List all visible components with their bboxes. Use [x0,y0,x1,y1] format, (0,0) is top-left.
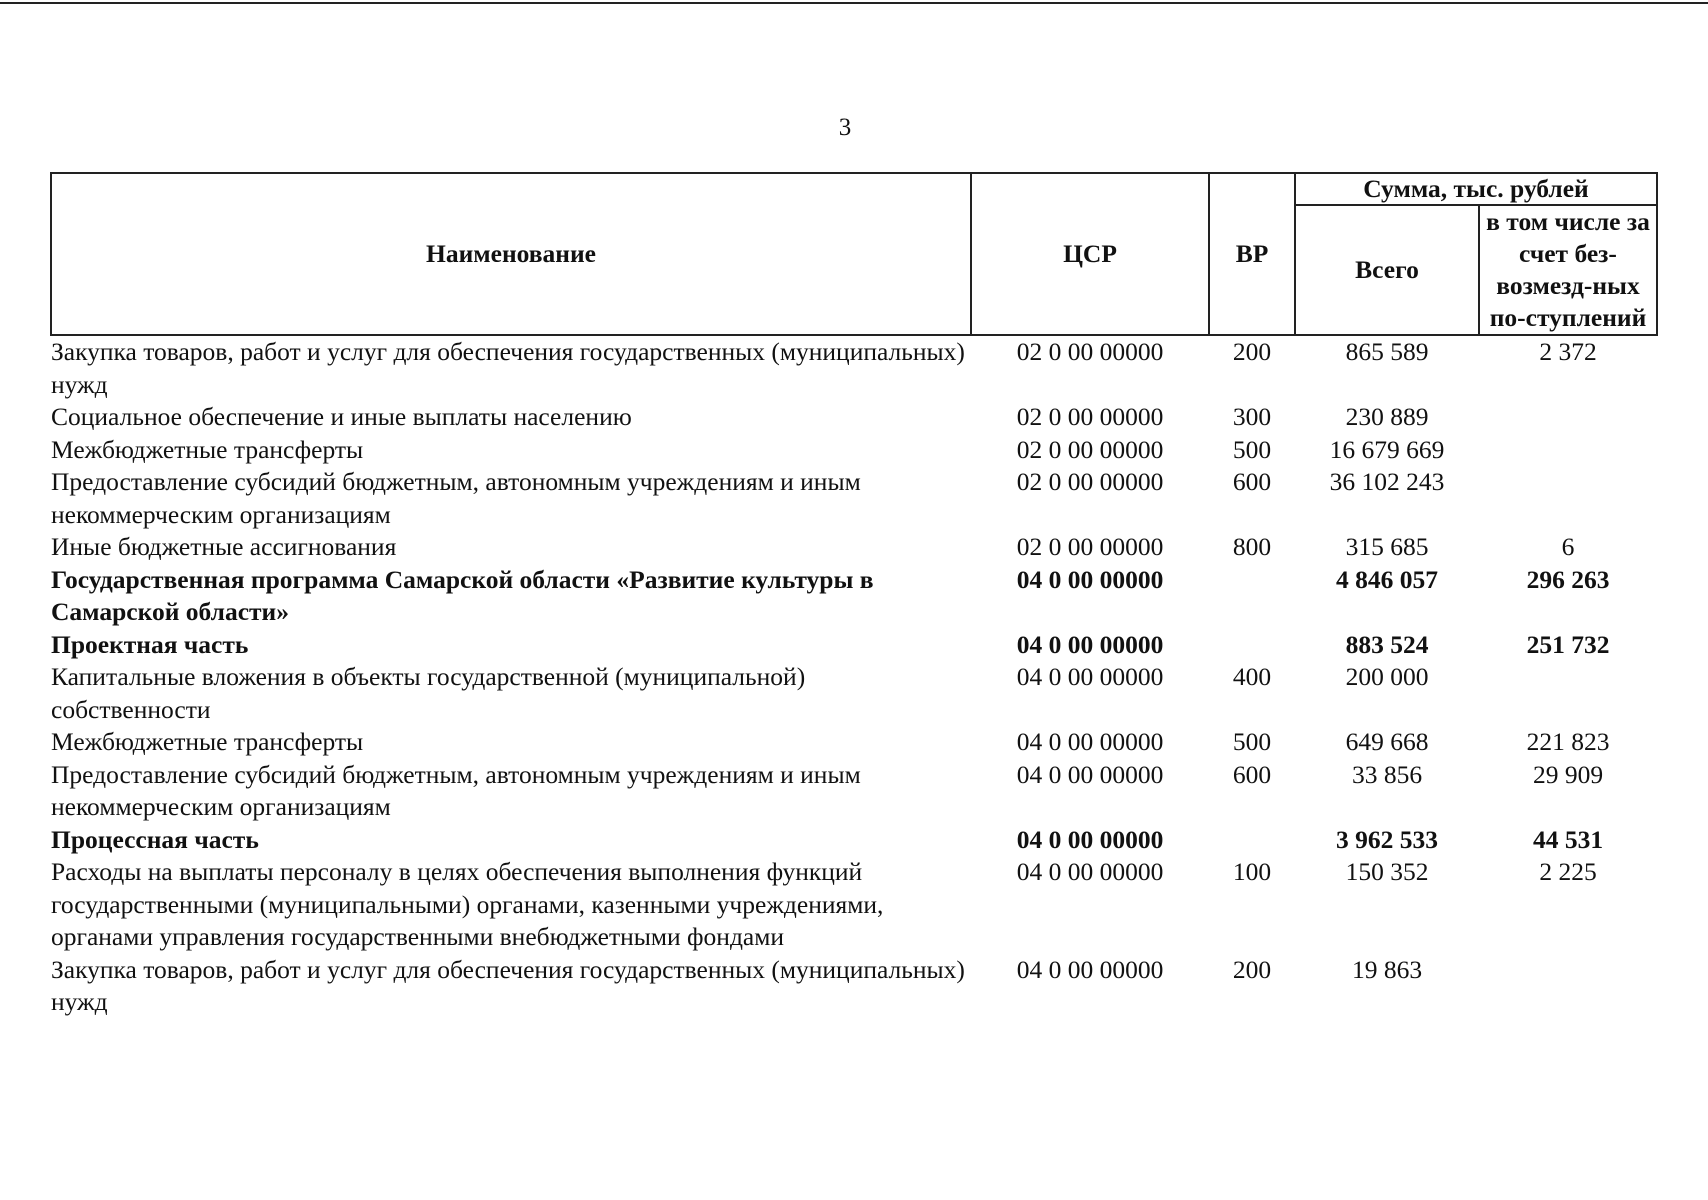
row-total: 19 863 [1351,954,1423,984]
row-name: Социальное обеспечение и иные выплаты населению [51,402,632,431]
table-row [51,759,1657,824]
table-row [51,726,1657,759]
table-row [51,335,1657,401]
page-number: 3 [838,114,852,141]
header-vr: ВР [1209,173,1295,335]
row-vr: 500 [1232,434,1272,464]
table-header [51,173,1657,335]
row-total: 4 846 057 [1336,564,1438,594]
row-csr: 04 0 00 00000 [1016,662,1164,691]
table-row [51,466,1657,531]
row-csr: 02 0 00 00000 [1016,532,1164,561]
header-sum: Сумма, тыс. рублей [1295,173,1657,205]
row-free [1479,954,1657,1019]
row-total: 230 889 [1345,402,1429,431]
row-csr: 04 0 00 00000 [1016,857,1164,886]
row-vr: 200 [1232,954,1272,984]
row-vr: 500 [1232,727,1272,756]
row-name: Государственная программа Самарской области «Развитие культуры в Самарской области» [51,564,874,626]
row-csr: 04 0 00 00000 [1016,824,1164,854]
row-csr: 02 0 00 00000 [1016,337,1164,366]
table-row [51,401,1657,434]
header-total: Всего [1295,205,1479,335]
row-vr: 600 [1232,467,1272,496]
row-vr: 100 [1232,857,1272,886]
row-total: 200 000 [1345,662,1429,691]
row-vr [1209,564,1295,629]
row-name: Закупка товаров, работ и услуг для обеспечения государственных (муниципальных) нужд [51,954,965,1016]
row-name: Иные бюджетные ассигнования [51,532,397,561]
row-total: 865 589 [1345,337,1429,366]
row-free: 251 732 [1526,629,1610,659]
row-csr: 04 0 00 00000 [1016,727,1164,756]
row-total: 36 102 243 [1329,467,1445,496]
row-free: 29 909 [1532,759,1604,789]
row-csr: 02 0 00 00000 [1016,434,1164,464]
row-name: Межбюджетные трансферты [51,434,364,464]
row-csr: 04 0 00 00000 [1016,759,1164,789]
row-name: Предоставление субсидий бюджетным, автономным учреждениям и иным некоммерческим организациям [51,467,861,529]
row-name: Капитальные вложения в объекты государственной (муниципальной) собственности [51,662,806,724]
table-row [51,856,1657,954]
row-name: Процессная часть [51,824,259,854]
table-row [51,434,1657,467]
row-free: 44 531 [1532,824,1604,854]
row-total: 649 668 [1345,727,1429,756]
row-total: 150 352 [1345,857,1429,886]
row-csr: 04 0 00 00000 [1016,629,1164,659]
table-row [51,629,1657,662]
row-vr: 200 [1232,337,1272,366]
row-free: 2 372 [1539,337,1597,366]
row-vr [1209,824,1295,857]
row-csr: 02 0 00 00000 [1016,402,1164,431]
row-total: 33 856 [1351,759,1423,789]
row-free: 221 823 [1526,727,1610,756]
row-total: 3 962 533 [1336,824,1438,854]
header-csr: ЦСР [971,173,1209,335]
row-vr: 600 [1232,759,1272,789]
table-row [51,531,1657,564]
row-total: 16 679 669 [1329,434,1445,464]
row-total: 883 524 [1345,629,1429,659]
row-name: Расходы на выплаты персоналу в целях обеспечения выполнения функций государственными (муниципальными) органами, казенными учреждениями, органами управления государственными внебюджетными фондами [51,857,884,951]
header-free: в том числе за счет без-возмезд-ных по-ступлений [1479,205,1657,335]
header-name: Наименование [51,173,971,335]
row-vr: 300 [1232,402,1272,431]
row-name: Предоставление субсидий бюджетным, автономным учреждениям и иным некоммерческим организациям [51,759,861,821]
row-free [1479,401,1657,434]
budget-table [50,172,1658,1019]
top-rule [0,2,1708,4]
table-body [51,335,1657,1019]
table-row [51,954,1657,1019]
row-name: Проектная часть [51,629,249,659]
row-free: 2 225 [1539,857,1597,886]
table-row [51,564,1657,629]
row-name: Межбюджетные трансферты [51,727,364,756]
row-free: 6 [1561,532,1575,561]
row-csr: 04 0 00 00000 [1016,954,1164,984]
row-free [1479,434,1657,467]
row-vr [1209,629,1295,662]
row-free [1479,661,1657,726]
row-free: 296 263 [1526,564,1610,594]
row-vr: 800 [1232,532,1272,561]
row-csr: 04 0 00 00000 [1016,564,1164,594]
row-total: 315 685 [1345,532,1429,561]
row-vr: 400 [1232,662,1272,691]
row-name: Закупка товаров, работ и услуг для обеспечения государственных (муниципальных) нужд [51,337,965,399]
row-csr: 02 0 00 00000 [1016,467,1164,496]
row-free [1479,466,1657,531]
table-row [51,824,1657,857]
table-row [51,661,1657,726]
